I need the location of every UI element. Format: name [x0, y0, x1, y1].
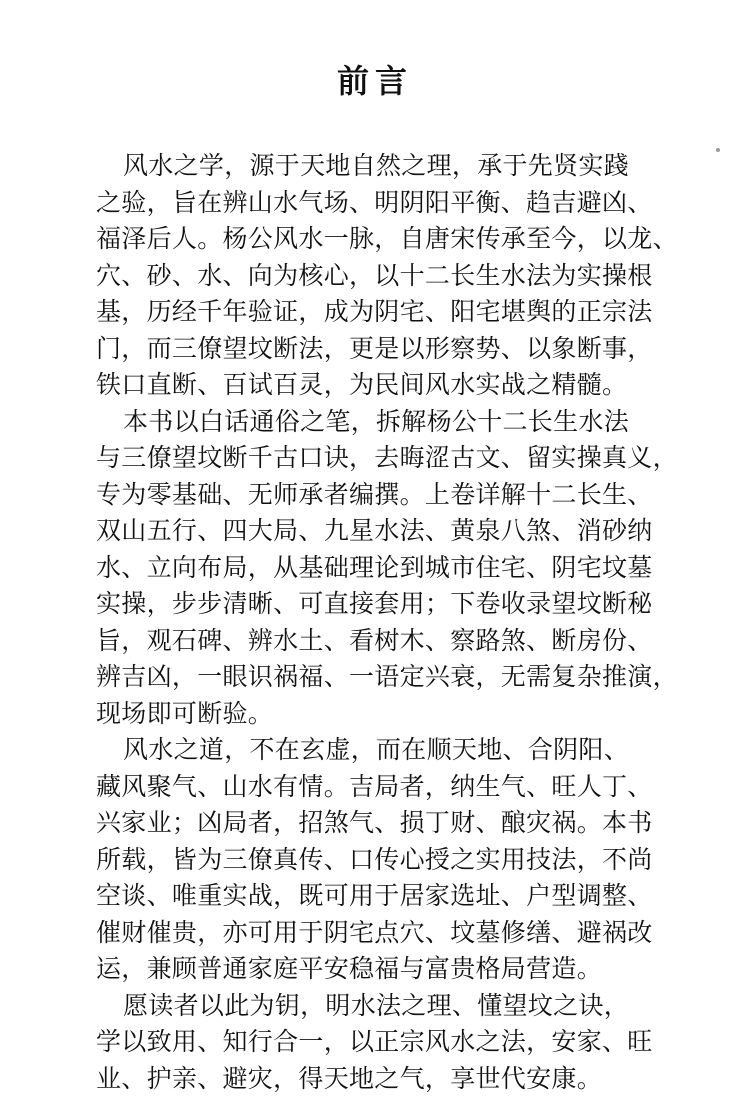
text-line: 业、护亲、避灾，得天地之气，享世代安康。 [96, 1061, 690, 1097]
text-line: 所载，皆为三僚真传、口传心授之实用技法，不尚 [96, 842, 690, 879]
text-line: 辨吉凶，一眼识祸福、一语定兴衰，无需复杂推演， [96, 659, 690, 696]
text-line: 空谈、唯重实战，既可用于居家选址、户型调整、 [96, 878, 690, 915]
text-line: 水、立向布局，从基础理论到城市住宅、阴宅坟墓 [96, 550, 690, 587]
text-line: 实操，步步清晰、可直接套用；下卷收录望坟断秘 [96, 586, 690, 623]
text-line: 愿读者以此为钥，明水法之理、懂望坟之诀， [96, 988, 690, 1025]
margin-mark [716, 148, 720, 152]
text-line: 运，兼顾普通家庭平安稳福与富贵格局营造。 [96, 951, 690, 988]
text-line: 之验，旨在辨山水气场、明阴阳平衡、趋吉避凶、 [96, 185, 690, 222]
text-line: 穴、砂、水、向为核心，以十二长生水法为实操根 [96, 258, 690, 295]
text-line: 风水之学，源于天地自然之理，承于先贤实踐 [96, 148, 690, 185]
text-line: 旨，观石碑、辨水土、看树木、察路煞、断房份、 [96, 623, 690, 660]
text-line: 铁口直断、百试百灵，为民间风水实战之精髓。 [96, 367, 690, 404]
text-line: 福泽后人。杨公风水一脉，自唐宋传承至今，以龙、 [96, 221, 690, 258]
page-title: 前言 [0, 62, 750, 100]
preface-body [96, 148, 690, 1097]
text-line: 本书以白话通俗之笔，拆解杨公十二长生水法 [96, 404, 690, 441]
text-line: 风水之道，不在玄虚，而在顺天地、合阴阳、 [96, 732, 690, 769]
text-line: 催财催贵，亦可用于阴宅点穴、坟墓修缮、避祸改 [96, 915, 690, 952]
text-line: 专为零基础、无师承者编撰。上卷详解十二长生、 [96, 477, 690, 514]
text-line: 藏风聚气、山水有情。吉局者，纳生气、旺人丁、 [96, 769, 690, 806]
text-line: 门，而三僚望坟断法，更是以形察势、以象断事， [96, 331, 690, 368]
text-line: 与三僚望坟断千古口诀，去晦涩古文、留实操真义， [96, 440, 690, 477]
text-line: 现场即可断验。 [96, 696, 690, 733]
text-line: 双山五行、四大局、九星水法、黄泉八煞、消砂纳 [96, 513, 690, 550]
text-line: 兴家业；凶局者，招煞气、损丁财、酿灾祸。本书 [96, 805, 690, 842]
text-line: 学以致用、知行合一，以正宗风水之法，安家、旺 [96, 1024, 690, 1061]
text-line: 基，历经千年验证，成为阴宅、阳宅堪舆的正宗法 [96, 294, 690, 331]
